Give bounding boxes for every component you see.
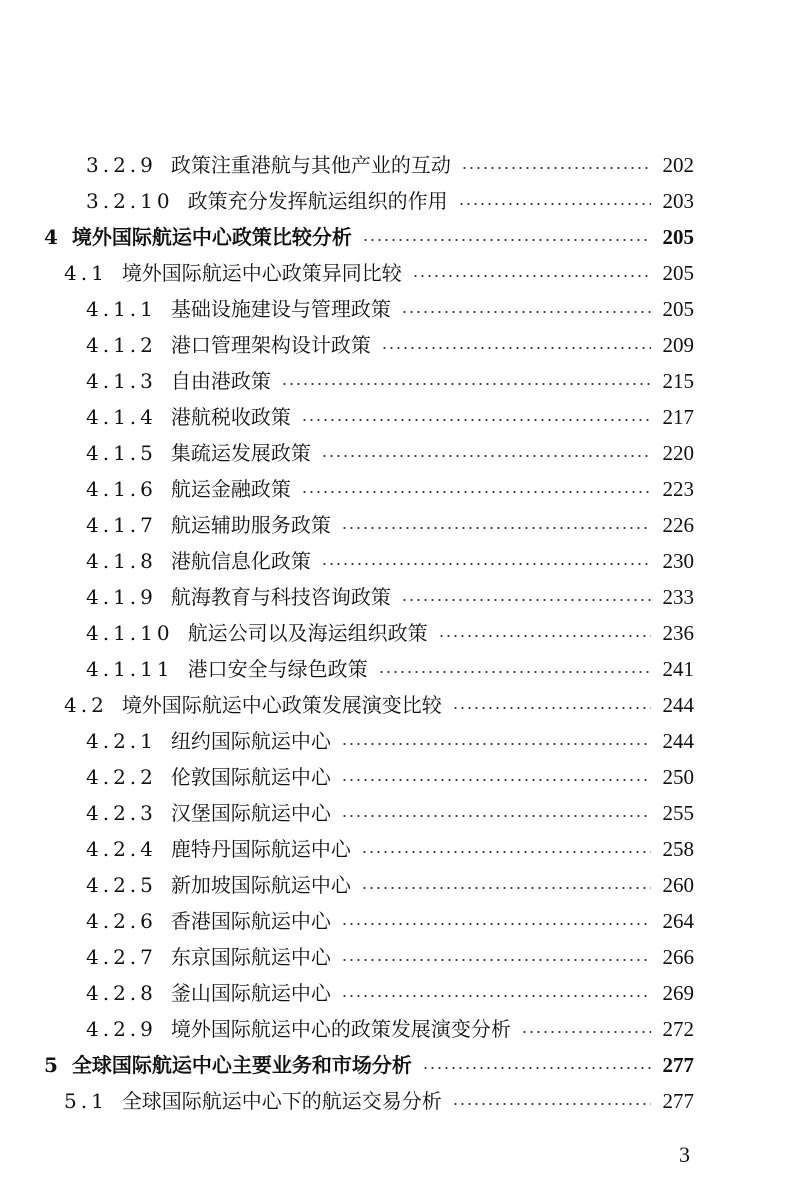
entry-number: 4.2.8 [86, 981, 157, 1005]
entry-title: 新加坡国际航运中心 [170, 873, 351, 897]
dot-leader [412, 275, 651, 277]
entry-page: 266 [662, 945, 694, 969]
entry-title: 集疏运发展政策 [170, 441, 311, 465]
entry-number: 4.1.6 [86, 477, 157, 501]
entry-page: 205 [662, 261, 694, 285]
entry-number: 4.2.7 [86, 945, 157, 969]
entry-number: 4.1.7 [86, 513, 157, 537]
chapter-title: 全球国际航运中心主要业务和市场分析 [71, 1053, 412, 1077]
entry-number: 4.1.11 [86, 657, 174, 681]
entry-title: 港口管理架构设计政策 [170, 333, 371, 357]
entry-number: 4.1.9 [86, 585, 157, 609]
entry-page: 226 [662, 513, 694, 537]
entry-number: 4.2.1 [86, 729, 157, 753]
entry-page: 205 [662, 297, 694, 321]
entry-page: 236 [662, 621, 694, 645]
toc-entry-4-1-8[interactable] [86, 544, 694, 578]
entry-title: 伦敦国际航运中心 [170, 765, 331, 789]
section-title: 境外国际航运中心政策异同比较 [121, 261, 402, 285]
entry-number: 4.2.9 [86, 1017, 157, 1041]
toc-entry-4-1-6[interactable] [86, 472, 694, 506]
toc-chapter-5[interactable] [44, 1048, 694, 1082]
toc-entry-4-2-2[interactable] [86, 760, 694, 794]
entry-page: 209 [662, 333, 694, 357]
dot-leader [321, 455, 651, 457]
dot-leader [381, 347, 651, 349]
section-number: 4.1 [64, 261, 108, 285]
entry-page: 258 [662, 837, 694, 861]
dot-leader [458, 203, 651, 205]
entry-page: 250 [662, 765, 694, 789]
entry-page: 241 [662, 657, 694, 681]
entry-page: 223 [662, 477, 694, 501]
toc-entry-4-1-11[interactable] [86, 652, 694, 686]
dot-leader [438, 635, 651, 637]
toc-entry-4-2-4[interactable] [86, 832, 694, 866]
entry-number: 4.1.10 [86, 621, 174, 645]
dot-leader [452, 1103, 651, 1105]
entry-title: 基础设施建设与管理政策 [170, 297, 391, 321]
toc-entry-4-2-1[interactable] [86, 724, 694, 758]
dot-leader [301, 491, 651, 493]
entry-page: 203 [662, 189, 694, 213]
dot-leader [378, 671, 651, 673]
entry-number: 4.1.3 [86, 369, 157, 393]
entry-page: 269 [662, 981, 694, 1005]
entry-title: 航运辅助服务政策 [170, 513, 331, 537]
dot-leader [361, 887, 651, 889]
entry-title: 东京国际航运中心 [170, 945, 331, 969]
toc-entry-4-2-3[interactable] [86, 796, 694, 830]
toc-entry-4-2-7[interactable] [86, 940, 694, 974]
entry-title: 釜山国际航运中心 [170, 981, 331, 1005]
entry-number: 4.2.4 [86, 837, 157, 861]
entry-number: 4.1.4 [86, 405, 157, 429]
entry-title: 政策注重港航与其他产业的互动 [170, 153, 451, 177]
toc-entry-4-2-6[interactable] [86, 904, 694, 938]
dot-leader [301, 419, 651, 421]
dot-leader [401, 599, 651, 601]
entry-title: 航海教育与科技咨询政策 [170, 585, 391, 609]
entry-number: 3.2.10 [86, 189, 174, 213]
entry-page: 230 [662, 549, 694, 573]
dot-leader [401, 311, 651, 313]
entry-number: 4.2.2 [86, 765, 157, 789]
dot-leader [341, 923, 651, 925]
dot-leader [461, 167, 651, 169]
entry-title: 政策充分发挥航运组织的作用 [187, 189, 448, 213]
toc-chapter-4[interactable] [44, 220, 694, 254]
toc-entry-3-2-9[interactable] [86, 148, 694, 182]
entry-title: 港航信息化政策 [170, 549, 311, 573]
entry-page: 244 [662, 729, 694, 753]
entry-number: 4.2.3 [86, 801, 157, 825]
toc-entry-4-2-9[interactable] [86, 1012, 694, 1046]
dot-leader [341, 779, 651, 781]
toc-entry-4-1-4[interactable] [86, 400, 694, 434]
entry-title: 鹿特丹国际航运中心 [170, 837, 351, 861]
toc-entry-4-2-8[interactable] [86, 976, 694, 1010]
entry-title: 港口安全与绿色政策 [187, 657, 368, 681]
toc-entry-3-2-10[interactable] [86, 184, 694, 218]
entry-number: 3.2.9 [86, 153, 157, 177]
toc-section-4-2[interactable] [64, 688, 694, 722]
entry-title: 香港国际航运中心 [170, 909, 331, 933]
entry-page: 220 [662, 441, 694, 465]
entry-page: 217 [662, 405, 694, 429]
entry-page: 272 [662, 1017, 694, 1041]
entry-number: 4.2.5 [86, 873, 157, 897]
dot-leader [361, 851, 651, 853]
entry-title: 境外国际航运中心的政策发展演变分析 [170, 1017, 511, 1041]
entry-page: 205 [662, 225, 694, 249]
section-title: 境外国际航运中心政策发展演变比较 [121, 693, 442, 717]
entry-page: 233 [662, 585, 694, 609]
entry-page: 260 [662, 873, 694, 897]
entry-page: 202 [662, 153, 694, 177]
page-number: 3 [679, 1142, 690, 1167]
entry-title: 港航税收政策 [170, 405, 291, 429]
entry-page: 244 [662, 693, 694, 717]
dot-leader [422, 1067, 651, 1069]
entry-page: 255 [662, 801, 694, 825]
entry-number: 4.1.2 [86, 333, 157, 357]
dot-leader [341, 527, 651, 529]
dot-leader [521, 1031, 651, 1033]
entry-number: 4.1.1 [86, 297, 157, 321]
section-title: 全球国际航运中心下的航运交易分析 [121, 1089, 442, 1113]
dot-leader [341, 743, 651, 745]
toc-section-5-1[interactable] [64, 1084, 694, 1118]
entry-page: 215 [662, 369, 694, 393]
entry-number: 4.2.6 [86, 909, 157, 933]
dot-leader [341, 815, 651, 817]
dot-leader [281, 383, 651, 385]
section-number: 4.2 [64, 693, 108, 717]
dot-leader [321, 563, 651, 565]
entry-title: 自由港政策 [170, 369, 271, 393]
toc-entry-4-1-2[interactable] [86, 328, 694, 362]
toc-entry-4-2-5[interactable] [86, 868, 694, 902]
entry-title: 航运公司以及海运组织政策 [187, 621, 428, 645]
chapter-number: 5 [44, 1053, 58, 1077]
dot-leader [341, 959, 651, 961]
dot-leader [452, 707, 651, 709]
entry-number: 4.1.5 [86, 441, 157, 465]
toc-entry-4-1-7[interactable] [86, 508, 694, 542]
entry-page: 277 [662, 1053, 694, 1077]
entry-title: 汉堡国际航运中心 [170, 801, 331, 825]
toc-entry-4-1-5[interactable] [86, 436, 694, 470]
toc-entry-4-1-1[interactable] [86, 292, 694, 326]
entry-page: 264 [662, 909, 694, 933]
entry-page: 277 [662, 1089, 694, 1113]
toc-entry-4-1-3[interactable] [86, 364, 694, 398]
dot-leader [341, 995, 651, 997]
dot-leader [362, 239, 651, 241]
toc-section-4-1[interactable] [64, 256, 694, 290]
section-number: 5.1 [64, 1089, 108, 1113]
toc-entry-4-1-9[interactable] [86, 580, 694, 614]
entry-title: 航运金融政策 [170, 477, 291, 501]
chapter-number: 4 [44, 225, 58, 249]
toc-entry-4-1-10[interactable] [86, 616, 694, 650]
entry-number: 4.1.8 [86, 549, 157, 573]
chapter-title: 境外国际航运中心政策比较分析 [71, 225, 352, 249]
entry-title: 纽约国际航运中心 [170, 729, 331, 753]
